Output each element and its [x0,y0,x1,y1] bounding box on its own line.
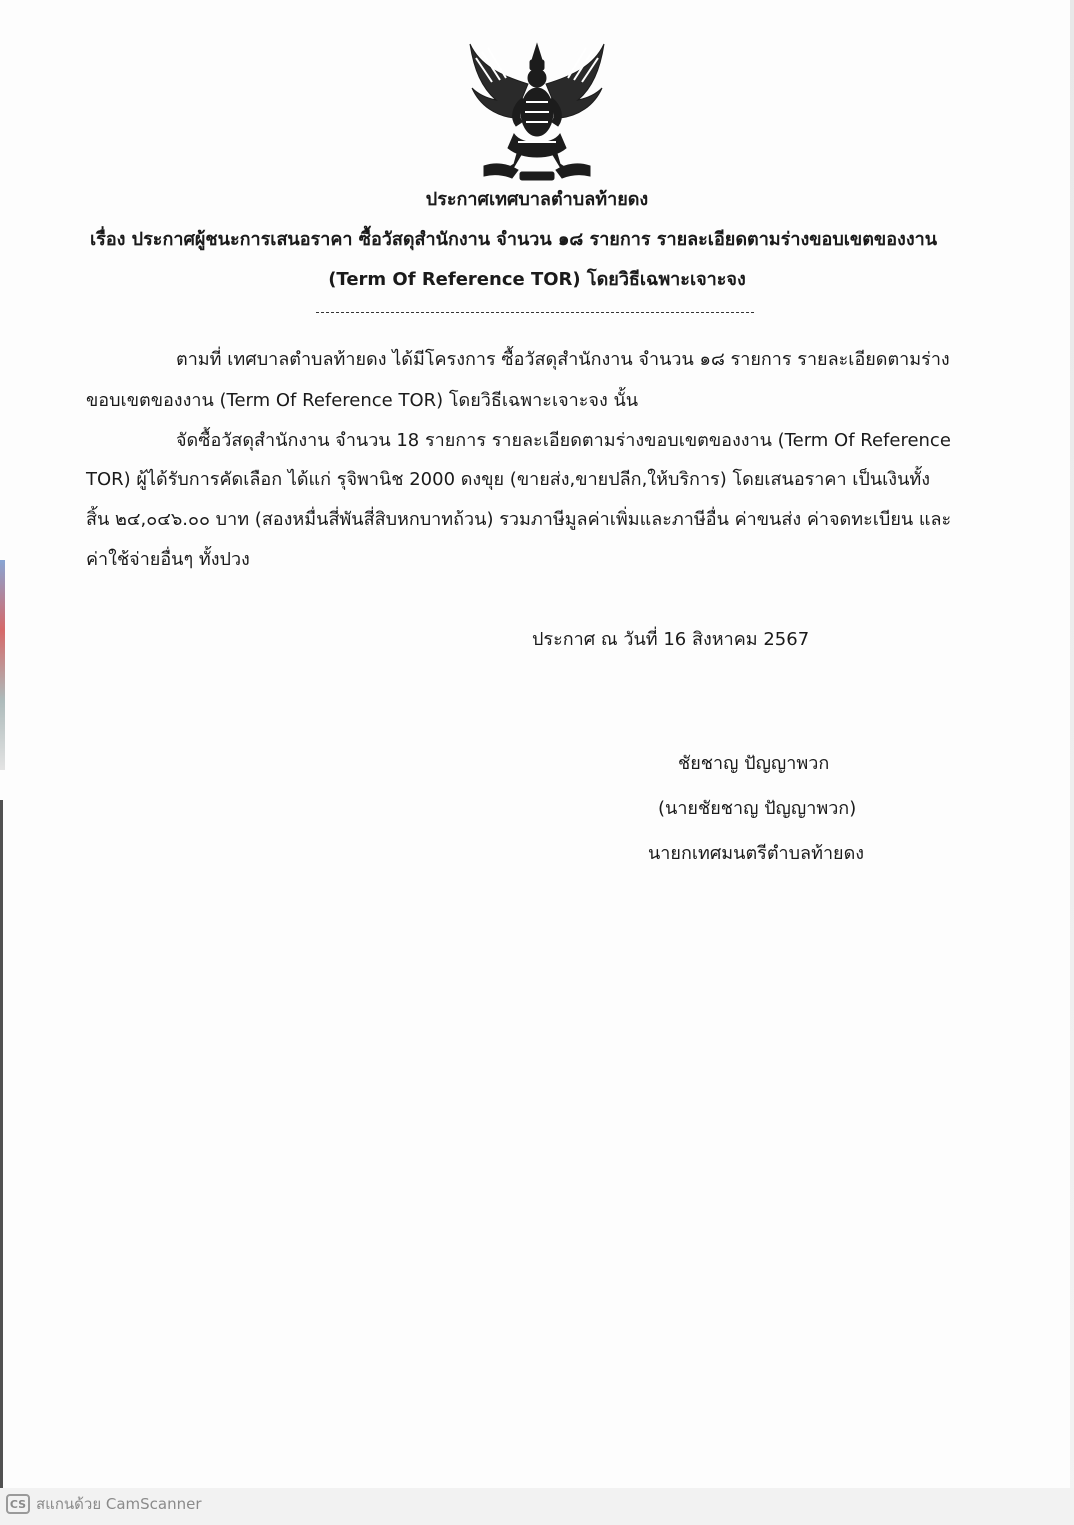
body-text: ค่าใช้จ่ายอื่นๆ ทั้งปวง [86,549,250,570]
divider [316,312,754,313]
subject-line: เรื่อง ประกาศผู้ชนะการเสนอราคา ซื้อวัสดุสำนักงาน จำนวน ๑๘ รายการ รายละเอียดตามร่างขอบเขตของงาน [90,229,938,250]
org-title: ประกาศเทศบาลตำบลท้ายดง [425,189,649,210]
camscanner-logo-icon: CS [6,1494,30,1514]
body-text: จัดซื้อวัสดุสำนักงาน จำนวน 18 รายการ รายละเอียดตามร่างขอบเขตของงาน (Term Of Reference [176,430,951,451]
scanner-text: สแกนด้วย CamScanner [36,1495,202,1513]
scan-edge [1070,0,1074,1525]
scan-edge [0,560,5,770]
subject-line: (Term Of Reference TOR) โดยวิธีเฉพาะเจาะจง [328,269,746,290]
body-text: ขอบเขตของงาน (Term Of Reference TOR) โดยวิธีเฉพาะเจาะจง นั้น [86,390,639,411]
signatory-name: (นายชัยชาญ ปัญญาพวก) [658,798,857,819]
garuda-emblem-icon [462,36,612,186]
camscanner-watermark [6,1492,202,1516]
signatory-position: นายกเทศมนตรีตำบลท้ายดง [648,843,865,864]
body-text: ตามที่ เทศบาลตำบลท้ายดง ได้มีโครงการ ซื้อวัสดุสำนักงาน จำนวน ๑๘ รายการ รายละเอียดตามร่าง [176,349,950,370]
signature-text: ชัยชาญ ปัญญาพวก [678,753,830,774]
body-text: สิ้น ๒๔,๐๔๖.๐๐ บาท (สองหมื่นสี่พันสี่สิบหกบาทถ้วน) รวมภาษีมูลค่าเพิ่มและภาษีอื่น ค่าขนส่ง ค่าจดทะเบียน และ [86,509,952,530]
announcement-date: ประกาศ ณ วันที่ 16 สิงหาคม 2567 [532,629,810,650]
scan-edge [0,800,3,1500]
body-text: TOR) ผู้ได้รับการคัดเลือก ได้แก่ รุจิพานิช 2000 ดงขุย (ขายส่ง,ขายปลีก,ให้บริการ) โดยเสนอราคา เป็นเงินทั้ง [86,469,931,490]
